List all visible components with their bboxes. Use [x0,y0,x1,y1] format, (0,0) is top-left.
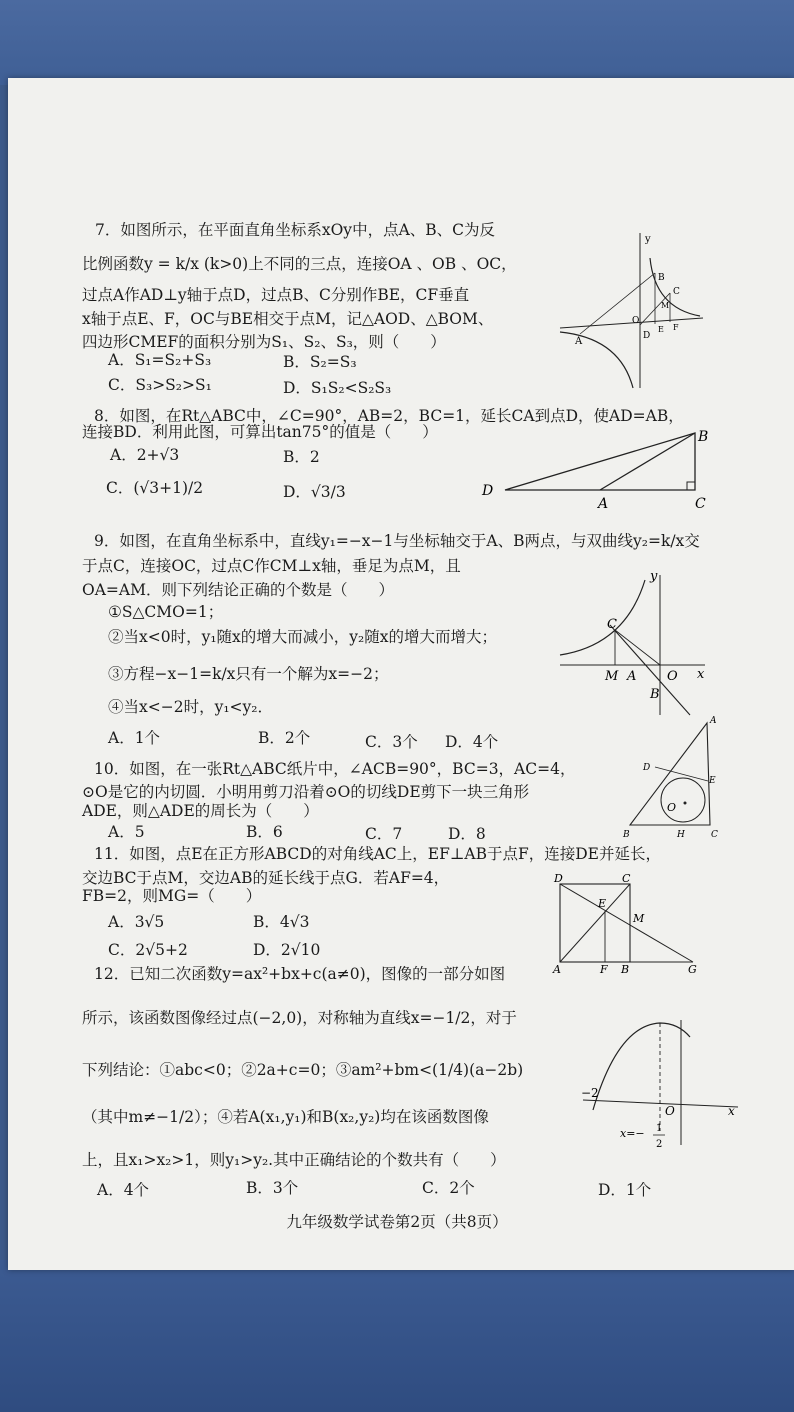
q10-line-2: ⊙O是它的内切圆．小明用剪刀沿着⊙O的切线DE剪下一块三角形 [82,783,530,801]
q9-figure [555,570,715,720]
q9-option-a[interactable]: A．1个 [108,729,161,747]
q9-label-x: x [697,667,705,682]
q11-line-dg [560,884,693,962]
q9-label-c: C [607,617,617,632]
q10-option-c[interactable]: C．7 [365,825,403,843]
q10-option-a[interactable]: A．5 [108,823,145,841]
q7-label-o: O [632,316,640,326]
q10-center-dot [684,802,687,805]
q11-line-2: 交边BC于点M，交边AB的延长线于点G．若AF=4， [82,869,450,887]
q7-label-c: C [673,287,680,297]
q11-line-3: FB=2，则MG=（ ） [82,887,262,905]
q8-right-angle [687,482,695,490]
q9-label-a: A [627,669,637,684]
q7-line-5: 四边形CMEF的面积分别为S₁、S₂、S₃，则（ ） [82,333,446,351]
q11-label-f: F [600,963,608,976]
q10-label-e: E [709,776,716,786]
q11-label-m: M [633,912,645,925]
q9-label-m: M [605,669,619,684]
q9-option-c[interactable]: C．3个 [365,733,418,751]
q9-line-oc [615,630,660,665]
q12-option-b[interactable]: B．3个 [246,1179,299,1197]
q11-label-e: E [598,897,607,910]
q10-option-b[interactable]: B．6 [246,823,283,841]
q9-line-1: 9．如图，在直角坐标系中，直线y₁=−x−1与坐标轴交于A、B两点，与双曲线y₂=k/x交 [94,532,700,550]
q11-label-c: C [622,872,631,885]
background-top [0,0,794,85]
q11-label-g: G [688,963,697,976]
q10-figure [615,715,725,840]
page-footer: 九年级数学试卷第2页（共8页） [286,1213,508,1231]
q8-option-b[interactable]: B．2 [283,448,320,466]
q10-label-d: D [643,763,651,773]
q12-line-3: 下列结论：①abc<0；②2a+c=0；③am²+bm<(1/4)(a−2b) [82,1061,524,1079]
q12-line-4: （其中m≠−1/2）；④若A(x₁,y₁)和B(x₂,y₂)均在该函数图像 [82,1108,489,1126]
q9-statement-2: ②当x<0时，y₁随x的增大而减小，y₂随x的增大而增大； [108,628,498,646]
q11-label-d: D [554,872,563,885]
q7-option-c[interactable]: C．S₃>S₂>S₁ [108,376,212,394]
q7-option-a[interactable]: A．S₁=S₂+S₃ [108,351,212,369]
q7-label-y: y [645,234,651,245]
q12-line-2: 所示，该函数图像经过点(−2,0)，对称轴为直线x=−1/2，对于 [82,1009,517,1027]
q10-label-h: H [677,830,685,840]
q12-figure [578,1015,743,1155]
q11-option-d[interactable]: D．2√10 [253,941,321,959]
q8-option-a[interactable]: A．2+√3 [110,446,180,464]
q7-line-oa [580,273,655,334]
q9-line-3: OA=AM．则下列结论正确的个数是（ ） [82,581,394,599]
q9-label-b: B [650,687,660,702]
q11-diagonal-ac [560,884,630,962]
q8-label-b: B [698,429,709,445]
q7-label-d: D [643,331,651,341]
q7-option-d[interactable]: D．S₁S₂<S₂S₃ [283,379,392,397]
q7-curve-2 [560,332,633,388]
q10-label-b: B [623,830,630,840]
q11-option-a[interactable]: A．3√5 [108,913,165,931]
q7-label-m: M [661,301,670,310]
q12-label-minus2: −2 [581,1086,599,1100]
q10-line-3: ADE，则△ADE的周长为（ ） [82,802,319,820]
q10-label-c: C [711,830,718,840]
q12-option-d[interactable]: D．1个 [598,1181,652,1199]
q12-x-axis [583,1100,738,1107]
q7-option-b[interactable]: B．S₂=S₃ [283,353,357,371]
q7-label-a: A [575,336,583,347]
q12-label-symmetry-denominator: 2 [656,1139,663,1150]
q10-option-d[interactable]: D．8 [448,825,486,843]
q12-option-c[interactable]: C．2个 [422,1179,475,1197]
background-bottom [0,1260,794,1412]
q9-label-y: y [650,570,658,584]
q12-line-5: 上，且x₁>x₂>1，则y₁>y₂.其中正确结论的个数共有（ ） [82,1151,506,1169]
q10-label-a: A [710,716,717,726]
q12-option-a[interactable]: A．4个 [97,1181,150,1199]
q12-label-x: x [728,1104,735,1118]
q7-figure [555,228,705,393]
q8-label-c: C [695,496,706,512]
q9-statement-3: ③方程−x−1=k/x只有一个解为x=−2； [108,665,389,683]
q7-label-f: F [673,323,679,332]
q8-option-c[interactable]: C．(√3+1)/2 [106,479,204,497]
q8-triangle-dbc [505,433,695,490]
q8-line-2: 连接BD．利用此图，可算出tan75°的值是（ ） [82,423,438,441]
q10-label-o: O [667,801,677,814]
q8-line-1: 8．如图，在Rt△ABC中，∠C=90°，AB=2，BC=1，延长CA到点D，使AD=AB， [94,407,684,425]
q7-line-4: x轴于点E、F，OC与BE相交于点M，记△AOD、△BOM、 [82,310,494,328]
q12-label-o: O [665,1104,675,1118]
q12-line-1: 12．已知二次函数y=ax²+bx+c(a≠0)，图像的一部分如图 [94,965,506,983]
q9-statement-4: ④当x<−2时，y₁<y₂． [108,698,274,716]
q9-option-b[interactable]: B．2个 [258,729,311,747]
q11-line-1: 11．如图，点E在正方形ABCD的对角线AC上，EF⊥AB于点F，连接DE并延长， [94,845,661,863]
q11-option-b[interactable]: B．4√3 [253,913,310,931]
q11-label-a: A [553,963,561,976]
q11-figure [548,872,708,977]
q9-label-o: O [667,669,678,684]
q11-label-b: B [621,963,630,976]
q10-line-1: 10．如图，在一张Rt△ABC纸片中，∠ACB=90°，BC=3，AC=4， [94,760,576,778]
q7-line-1: 7．如图所示，在平面直角坐标系xOy中，点A、B、C为反 [95,221,496,239]
q9-statement-1: ①S△CMO=1； [108,603,224,621]
q12-label-symmetry: x=− [620,1127,645,1140]
q8-figure [480,425,720,515]
q8-label-a: A [598,496,609,512]
q11-option-c[interactable]: C．2√5+2 [108,941,188,959]
q7-line-3: 过点A作AD⊥y轴于点D，过点B、C分别作BE，CF垂直 [82,286,470,304]
q7-label-b: B [658,273,665,283]
q9-line-2: 于点C，连接OC，过点C作CM⊥x轴，垂足为点M，且 [82,557,461,575]
q10-incircle [661,778,705,822]
q8-label-d: D [482,483,494,499]
q7-label-e: E [658,325,664,334]
q12-label-symmetry-numerator: 1 [656,1123,663,1134]
q10-tangent-de [655,767,708,781]
q7-line-2: 比例函数y = k/x (k>0)上不同的三点，连接OA 、OB 、OC， [82,255,517,273]
q12-parabola [593,1023,690,1110]
q9-option-d[interactable]: D．4个 [445,733,499,751]
q8-line-ab [600,433,695,490]
q8-option-d[interactable]: D．√3/3 [283,483,346,501]
